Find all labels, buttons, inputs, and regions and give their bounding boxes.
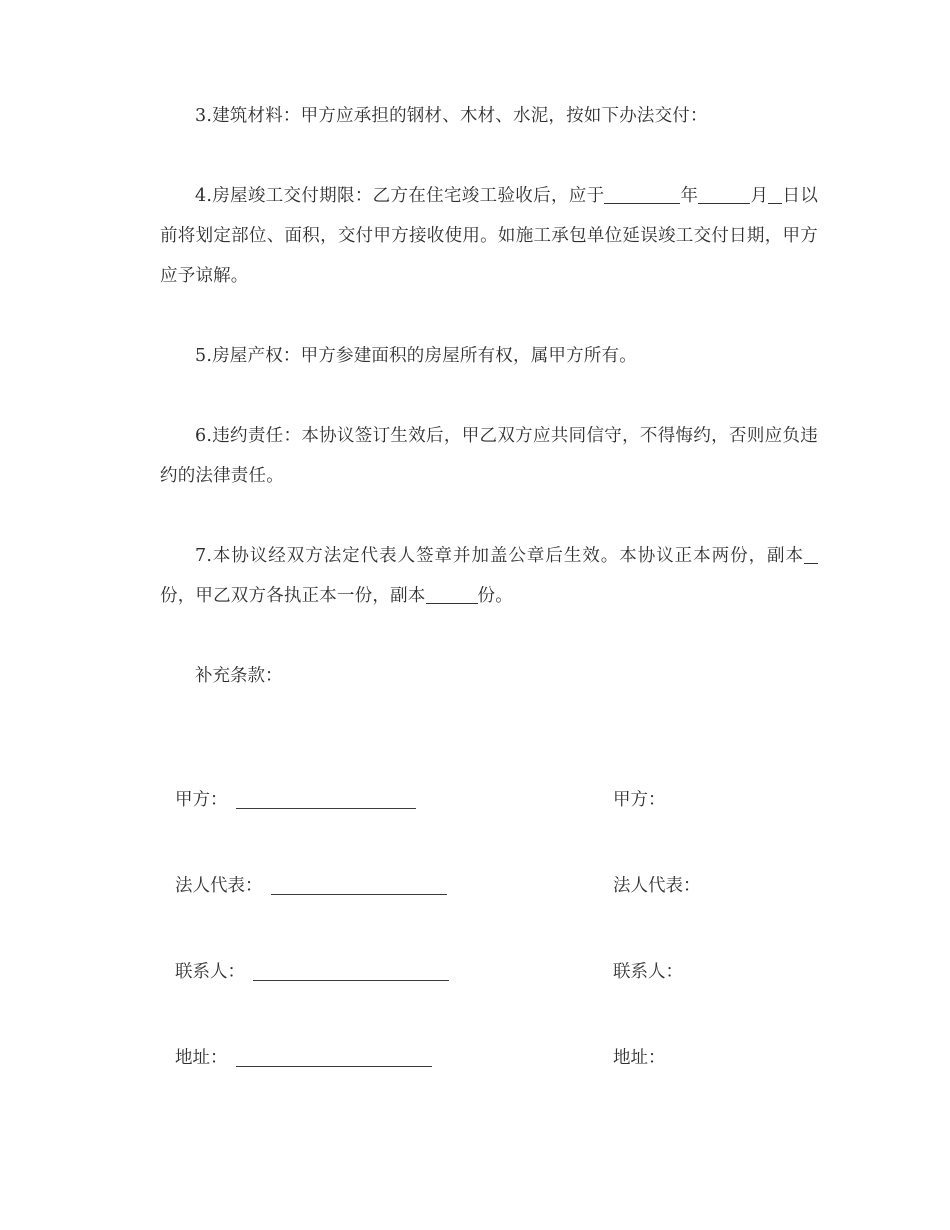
clause-4-segment-1: 4.房屋竣工交付期限：乙方在住宅竣工验收后，应于 xyxy=(195,186,605,206)
clause-4-day-blank[interactable] xyxy=(768,203,782,204)
signature-right-contact-person xyxy=(613,958,683,986)
signature-right-address xyxy=(613,1044,666,1072)
document-body xyxy=(160,96,818,696)
signature-right-address-label: 地址： xyxy=(613,1048,666,1068)
signature-left-contact-person-label: 联系人： xyxy=(175,962,245,982)
signature-left-address xyxy=(175,1044,432,1072)
paragraph-spacer xyxy=(160,496,818,536)
signature-right-contact-person-label: 联系人： xyxy=(613,962,683,982)
signature-right-legal-representative xyxy=(613,872,701,900)
clause-4-segment-4: 日以前将划定部位、面积，交付甲方接收使用。如施工承包单位延误竣工交付日期，甲方应予谅解。 xyxy=(160,186,819,286)
signature-left-contact-person xyxy=(175,958,449,986)
supplementary-clause-heading: 补充条款： xyxy=(195,666,283,686)
clause-4-segment-3: 月 xyxy=(750,186,769,206)
clause-7-paragraph xyxy=(160,536,818,616)
paragraph-spacer xyxy=(160,376,818,416)
clause-3-text: 3.建筑材料：甲方应承担的钢材、木材、水泥，按如下办法交付： xyxy=(195,106,708,126)
signature-left-legal-representative-line[interactable] xyxy=(271,877,447,895)
clause-6-text: 6.违约责任：本协议签订生效后，甲乙双方应共同信守，不得悔约，否则应负违约的法律责任。 xyxy=(160,426,818,486)
signature-left-address-line[interactable] xyxy=(236,1049,432,1067)
paragraph-spacer xyxy=(160,136,818,176)
signature-row-legal-representative xyxy=(160,872,840,958)
clause-6-paragraph xyxy=(160,416,818,496)
signature-right-party-a xyxy=(613,786,666,814)
paragraph-spacer xyxy=(160,616,818,656)
signature-left-contact-person-line[interactable] xyxy=(253,963,449,981)
signature-row-contact-person xyxy=(160,958,840,1044)
clause-4-segment-2: 年 xyxy=(680,186,699,206)
clause-7-segment-1: 7.本协议经双方法定代表人签章并加盖公章后生效。本协议正本两份，副本 xyxy=(195,546,804,566)
signature-row-party-a xyxy=(160,786,840,872)
clause-4-month-blank[interactable] xyxy=(698,203,750,204)
clause-5-paragraph xyxy=(160,336,818,376)
clause-4-year-blank[interactable] xyxy=(604,203,680,204)
clause-7-segment-2: 份，甲乙双方各执正本一份，副本 xyxy=(160,586,426,606)
clause-7-segment-3: 份。 xyxy=(477,586,513,606)
signature-left-address-label: 地址： xyxy=(175,1048,228,1068)
signature-block xyxy=(160,786,840,1130)
signature-row-address xyxy=(160,1044,840,1130)
clause-7-copies-blank-1[interactable] xyxy=(804,563,818,564)
signature-left-legal-representative xyxy=(175,872,447,900)
signature-left-party-a-line[interactable] xyxy=(236,791,416,809)
signature-left-legal-representative-label: 法人代表： xyxy=(175,876,263,896)
signature-right-legal-representative-label: 法人代表： xyxy=(613,876,701,896)
clause-3-paragraph xyxy=(160,96,818,136)
clause-5-text: 5.房屋产权：甲方参建面积的房屋所有权，属甲方所有。 xyxy=(195,346,637,366)
signature-right-party-a-label: 甲方： xyxy=(613,790,666,810)
signature-left-party-a-label: 甲方： xyxy=(175,790,228,810)
signature-left-party-a xyxy=(175,786,416,814)
clause-4-paragraph xyxy=(160,176,818,296)
clause-7-copies-blank-2[interactable] xyxy=(426,603,478,604)
paragraph-spacer xyxy=(160,296,818,336)
